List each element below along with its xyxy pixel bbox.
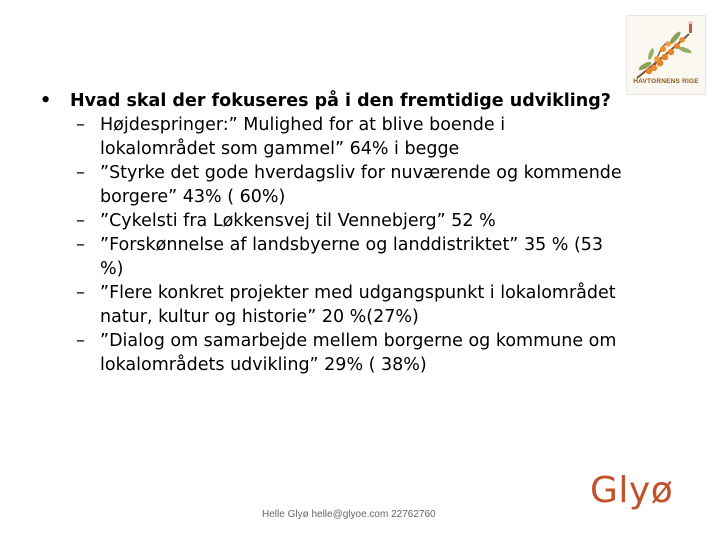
sub-bullet-item: [40, 233, 700, 281]
sub-bullet-text: ”Flere konkret projekter med udgangspunkt i lokalområdet natur, kultur og historie” 20 %(27%): [100, 283, 616, 327]
main-bullet-text: Hvad skal der fokuseres på i den fremtidige udvikling?: [70, 91, 611, 111]
havtornens-rige-logo: [626, 15, 706, 95]
dash-marker: –: [76, 283, 85, 303]
sub-bullet-item: [40, 113, 700, 161]
sub-bullet-text: ”Cykelsti fra Løkkensvej til Vennebjerg” 52 %: [100, 211, 496, 231]
sub-bullet-item: [40, 209, 700, 233]
dash-marker: –: [76, 235, 85, 255]
bullet-list: [40, 89, 700, 377]
sub-bullet-text: ”Forskønnelse af landsbyerne og landdistriktet” 35 % (53 %): [100, 235, 604, 279]
dash-marker: –: [76, 331, 85, 351]
logo-text: HAVTORNENS RIGE: [633, 78, 699, 85]
sub-bullet-text: ”Dialog om samarbejde mellem borgerne og kommune om lokalområdets udvikling” 29% ( 38%): [100, 331, 617, 375]
dash-marker: –: [76, 163, 85, 183]
dash-marker: –: [76, 211, 85, 231]
footer-contact: Helle Glyø helle@glyoe.com 22762760: [262, 509, 436, 520]
sub-bullet-item: [40, 161, 700, 209]
brand-logo-text: Glyø: [590, 470, 674, 511]
sub-bullet-text: ”Styrke det gode hverdagsliv for nuværende og kommende borgere” 43% ( 60%): [100, 163, 622, 207]
bullet-marker: •: [40, 91, 52, 111]
sub-bullet-item: [40, 281, 700, 329]
sub-bullet-item: [40, 329, 700, 377]
sub-bullet-list: [40, 113, 700, 377]
dash-marker: –: [76, 115, 85, 135]
sub-bullet-text: Højdespringer:” Mulighed for at blive boende i lokalområdet som gammel” 64% i begge: [100, 115, 506, 159]
main-bullet: [40, 89, 700, 113]
